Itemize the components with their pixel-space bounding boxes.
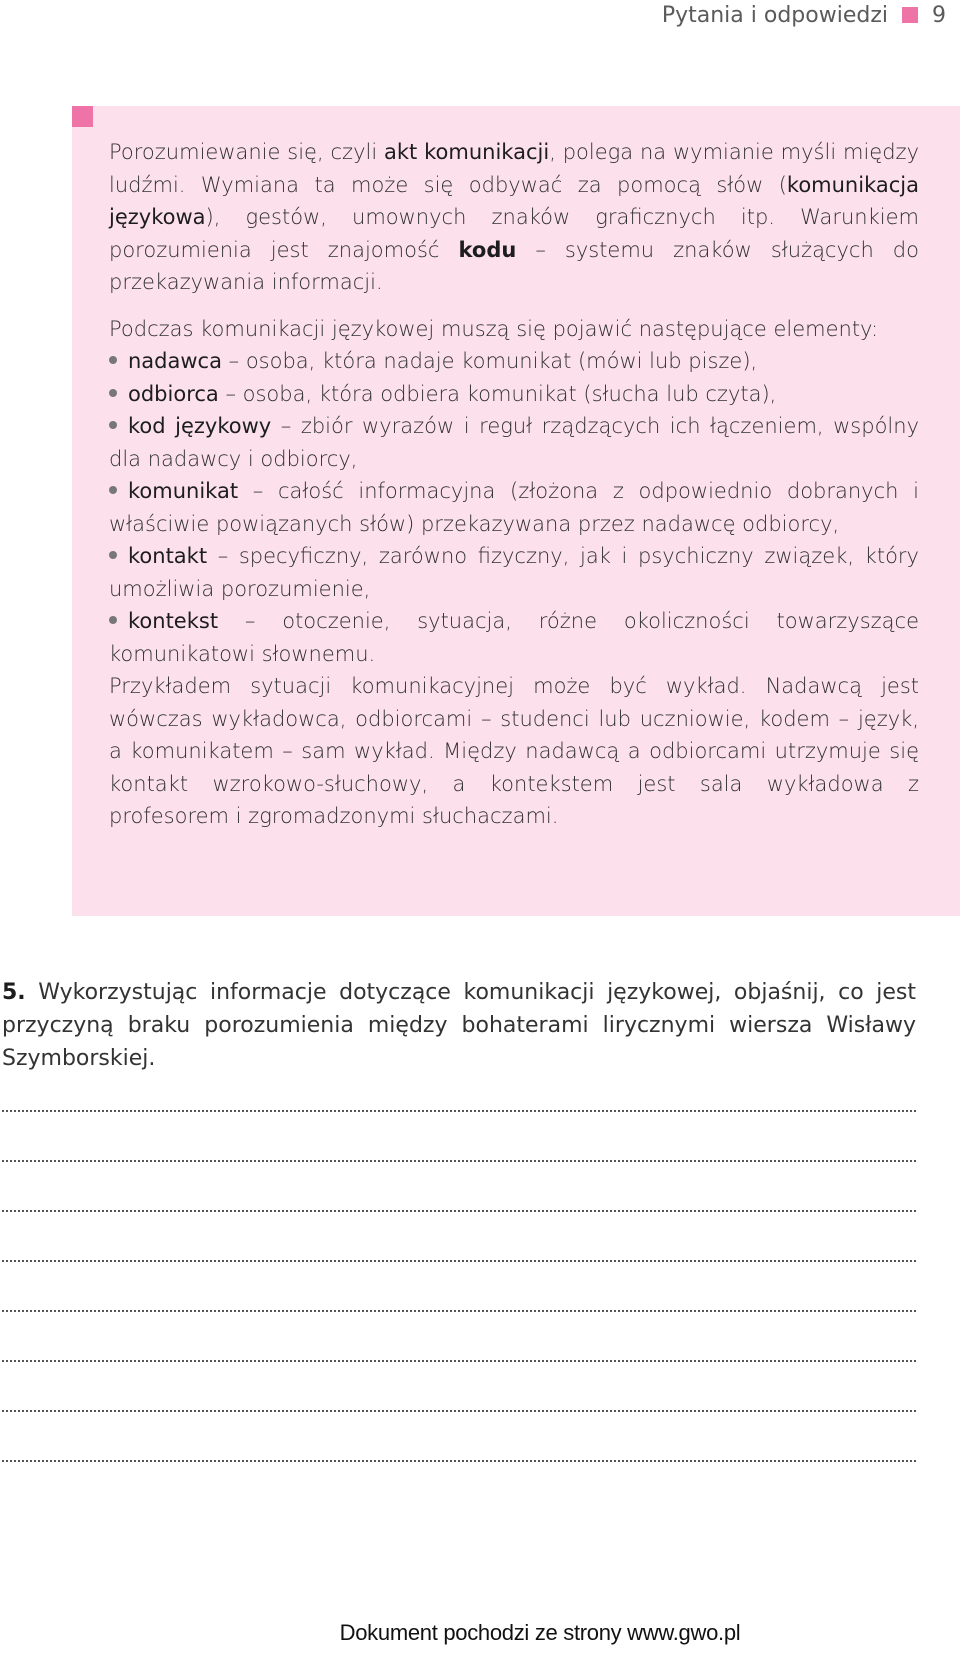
item-term: odbiorca [128, 381, 219, 406]
list-item [109, 410, 919, 475]
text: – systemu znaków służących do przekazywania informacji. [109, 237, 919, 294]
item-desc: – zbiór wyrazów i reguł rządzących ich łączeniem, wspólny dla nadawcy i odbiorcy, [109, 414, 919, 471]
item-term: nadawca [128, 349, 222, 373]
answer-line-1[interactable] [2, 1108, 916, 1112]
footer-source [0, 1620, 960, 1646]
bullet-icon [109, 616, 117, 624]
text: ), gestów, umownych znaków graficznych itp. Warunkiem porozumienia jest znajomość [109, 205, 919, 262]
paragraph-example: Przykładem sytuacji komunikacyjnej może być wykład. Nadawcą jest wówczas wykładowca, odbiorcami – studenci lub uczniowie, kodem – język, a komunikatem – sam wykład. Między nadawcą a odbiorcami utrzymuje się kontakt wzrokowo-słuchowy, a kontekstem jest sala wykładowa z profesorem i zgromadzonymi słuchaczami. [109, 674, 919, 828]
item-term: kontekst [128, 609, 219, 633]
elements-list [109, 345, 919, 670]
item-term: kontakt [128, 544, 208, 568]
answer-line-5[interactable] [2, 1308, 916, 1312]
paragraph-elements: Podczas komunikacji językowej muszą się pojawić następujące elementy: [109, 316, 879, 341]
term-kod: kodu [458, 237, 517, 262]
page-number: 9 [932, 2, 946, 28]
list-item [109, 605, 919, 670]
info-box-content [109, 136, 919, 833]
item-term: komunikat [128, 479, 239, 503]
answer-line-4[interactable] [2, 1258, 916, 1262]
list-item [109, 540, 919, 605]
text: Porozumiewanie się, czyli [109, 140, 385, 164]
item-desc: – specyficzny, zarówno fizyczny, jak i psychiczny związek, który umożliwia porozumienie, [109, 544, 919, 601]
list-item [109, 345, 919, 378]
text: , polega na wymianie myśli między ludźmi. Wymiana ta może się odbywać za pomocą słów ( [109, 140, 919, 197]
task-text: Wykorzystując informacje dotyczące komunikacji językowej, objaśnij, co jest przyczyną braku porozumienia między bohaterami lirycznymi wiersza Wisławy Szymborskiej. [2, 980, 916, 1071]
list-item [109, 378, 919, 411]
footer-text: Dokument pochodzi ze strony www.gwo.pl [339, 1620, 741, 1645]
info-box [72, 106, 960, 916]
section-title: Pytania i odpowiedzi [661, 2, 888, 28]
answer-line-8[interactable] [2, 1458, 916, 1462]
item-desc: – osoba, która nadaje komunikat (mówi lub pisze), [221, 349, 758, 373]
item-desc: – osoba, która odbiera komunikat (słucha lub czyta), [218, 381, 777, 406]
task-number: 5. [2, 980, 26, 1005]
term-akt-komunikacji: akt komunikacji [384, 140, 550, 164]
paragraph-intro [109, 136, 919, 299]
answer-line-3[interactable] [2, 1208, 916, 1212]
answer-line-6[interactable] [2, 1358, 916, 1362]
pink-square-marker [902, 7, 918, 23]
answer-line-2[interactable] [2, 1158, 916, 1162]
page-header [662, 0, 946, 30]
bullet-icon [109, 551, 117, 559]
task-5 [2, 976, 916, 1075]
answer-line-7[interactable] [2, 1408, 916, 1412]
bullet-icon [109, 356, 117, 364]
item-desc: – całość informacyjna (złożona z odpowiednio dobranych i właściwie powiązanych słów) przekazywana przez nadawcę odbiorcy, [109, 479, 919, 536]
bullet-icon [109, 486, 117, 494]
item-term: kod językowy [128, 414, 272, 438]
list-item [109, 475, 919, 540]
term-komunikacja-jezykowa: komunikacja językowa [109, 172, 919, 229]
bullet-icon [109, 389, 117, 397]
box-corner-marker [72, 106, 93, 127]
bullet-icon [109, 421, 117, 429]
item-desc: – otoczenie, sytuacja, różne okoliczności towarzyszące komunikatowi słownemu. [109, 609, 919, 666]
